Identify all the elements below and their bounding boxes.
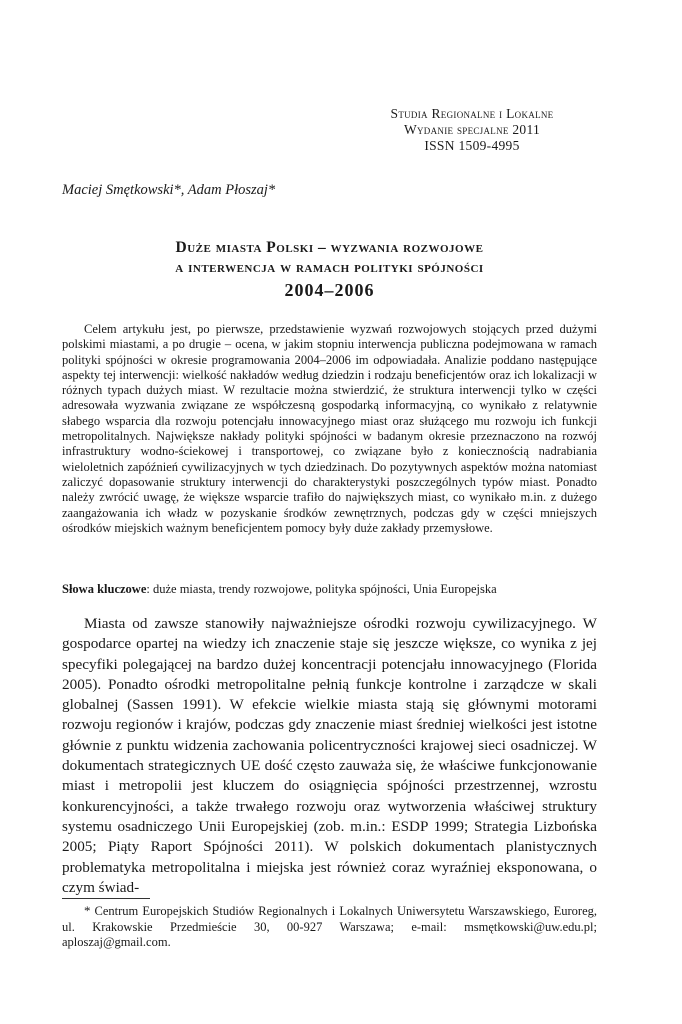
footnote-marker: * [84, 903, 91, 918]
journal-edition: Wydanie specjalne 2011 [403, 122, 541, 137]
keywords [62, 582, 597, 597]
journal-header [342, 106, 602, 154]
footnote-text: Centrum Europejskich Studiów Regionalnych i Lokalnych Uniwersytetu Warszawskiego, Euroreg, ul. Krakowskie Przedmieście 30, 00-927 Warszawa; e-mail: msmętkowski@uw.edu.pl; aploszaj@gmail.com. [62, 904, 597, 949]
journal-issn: ISSN 1509-4995 [424, 138, 520, 153]
footnote [62, 903, 597, 951]
title-line-2: a interwencja w ramach polityki spójności [175, 259, 484, 276]
keywords-label: Słowa kluczowe [62, 582, 147, 596]
title-year: 2004–2006 [284, 280, 375, 300]
journal-name: Studia Regionalne i Lokalne [390, 106, 554, 121]
keywords-separator: : [146, 582, 150, 596]
abstract: Celem artykułu jest, po pierwsze, przedstawienie wyzwań rozwojowych stojących przed dużymi polskimi miastami, a po drugie – ocena, w jakim stopniu interwencja publiczna podejmowana w ramach polityki spójności w okresie programowania 2004–2006 im odpowiadała. Analizie poddano następujące aspekty tej interwencji: wielkość nakładów według dziedzin i rodzaju beneficjentów oraz ich lokalizacji w różnych typach dużych miast. W rezultacie można stwierdzić, że struktura interwencji tylko w części adresowała wyzwania związane ze współczesną gospodarką informacyjną, co wynikało z relatywnie słabego wsparcia dla rozwoju potencjału innowacyjnego miast oraz służącego mu rozwoju ich funkcji metropolitalnych. Największe nakłady polityki spójności w badanym okresie przeznaczono na rozwój infrastruktury wodno-ściekowej i transportowej, co związane było z koniecznością nadrabiania wieloletnich zapóźnień cywilizacyjnych w tych dziedzinach. Do pozytywnych aspektów można natomiast zaliczyć dopasowanie struktury interwencji do charakterystyki poszczególnych typów miast. Ponadto należy zwrócić uwagę, że większe wsparcie trafiło do największych miast, co wynikało m.in. z dużego zaangażowania ich władz w pozyskanie środków zewnętrznych, podczas gdy w części mniejszych ośrodków miejskich ważnym beneficjentem pomocy były duże zakłady przemysłowe. [62, 322, 597, 535]
article-title [62, 238, 597, 302]
footnote-divider [62, 898, 150, 899]
title-line-1: Duże miasta Polski – wyzwania rozwojowe [175, 239, 484, 256]
authors: Maciej Smętkowski*, Adam Płoszaj* [62, 182, 276, 198]
body-paragraph: Miasta od zawsze stanowiły najważniejsze ośrodki rozwoju cywilizacyjnego. W gospodarce opartej na wiedzy ich znaczenie staje się jeszcze większe, co wynika z jej specyfiki polegającej na bardzo dużej koncentracji potencjału innowacyjnego (Florida 2005). Ponadto ośrodki metropolitalne pełnią funkcje kontrolne i zarządcze w skali globalnej (Sassen 1991). W efekcie wielkie miasta stają się głównymi motorami rozwoju regionów i krajów, podczas gdy znaczenie miast średniej wielkości jest istotne głównie z punktu widzenia zachowania policentryczności krajowej sieci osadniczej. W dokumentach strategicznych UE dość często zauważa się, że właściwe funkcjonowanie miast i metropolii jest kluczem do osiągnięcia spójności przestrzennej, wzrostu konkurencyjności, a także trwałego rozwoju oraz wytworzenia właściwej struktury systemu osadniczego Unii Europejskiej (zob. m.in.: ESDP 1999; Strategia Lizbońska 2005; Piąty Raport Spójności 2011). W polskich dokumentach planistycznych problematyka metropolitalna i miejska jest również coraz wyraźniej eksponowana, o czym świad- [62, 615, 597, 896]
keywords-text: duże miasta, trendy rozwojowe, polityka spójności, Unia Europejska [149, 582, 497, 596]
